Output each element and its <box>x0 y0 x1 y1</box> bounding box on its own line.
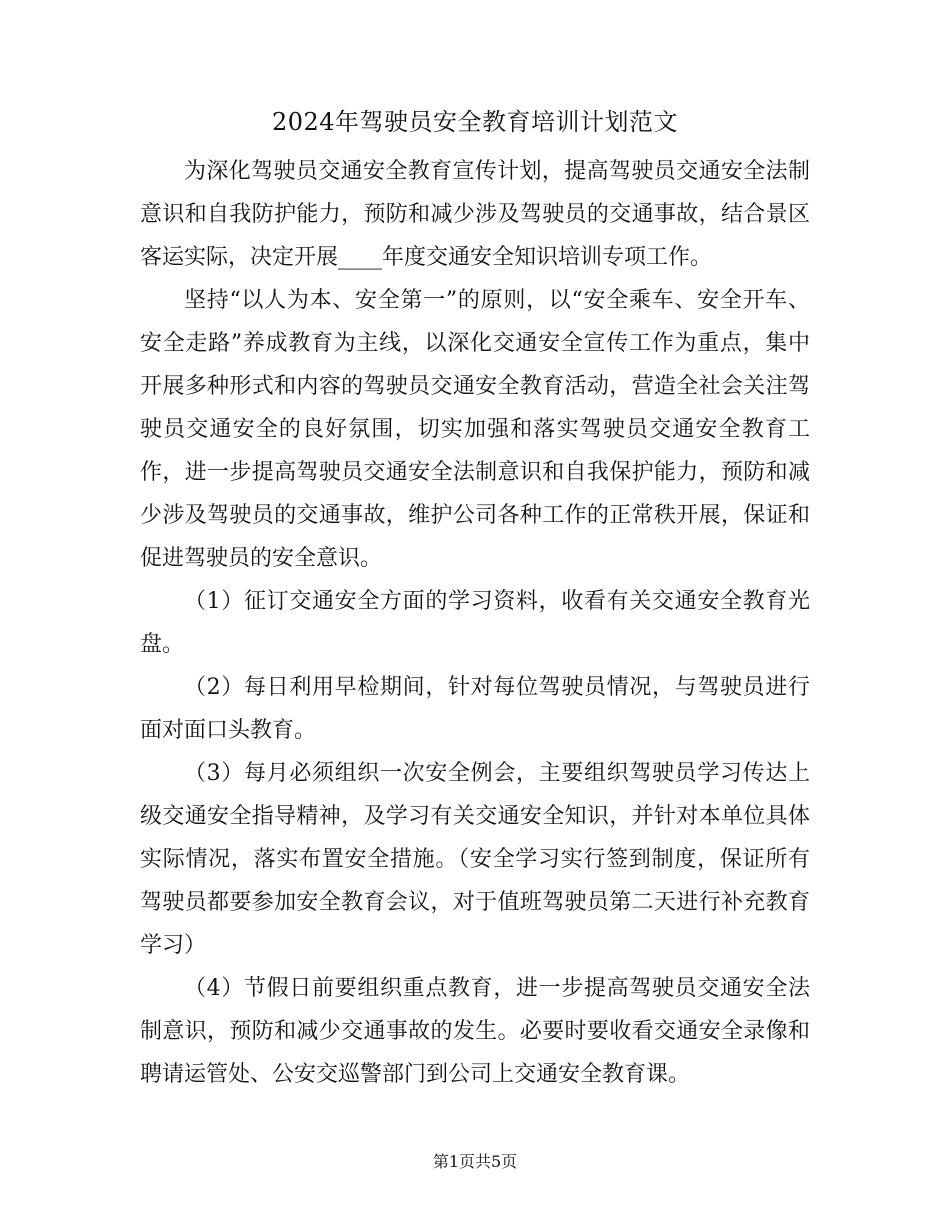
paragraph-principle: 坚持“以人为本、安全第一”的原则，以“安全乘车、安全开车、安全走路”养成教育为主线，以深化交通安全宣传工作为重点，集中开展多种形式和内容的驾驶员交通安全教育活动，营造全社会关注驾驶员交通安全的良好氛围，切实加强和落实驾驶员交通安全教育工作，进一步提高驾驶员交通安全法制意识和自我保护能力，预防和减少涉及驾驶员的交通事故，维护公司各种工作的正常秩开展，保证和促进驾驶员的安全意识。 <box>140 288 810 571</box>
paragraph-item-2: （2）每日利用早检期间，针对每位驾驶员情况，与驾驶员进行面对面口头教育。 <box>140 675 810 743</box>
paragraph-item-1: （1）征订交通安全方面的学习资料，收看有关交通安全教育光盘。 <box>140 589 810 657</box>
paragraph-intro: 为深化驾驶员交通安全教育宣传计划，提高驾驶员交通安全法制意识和自我防护能力，预防和减少涉及驾驶员的交通事故，结合景区客运实际，决定开展____年度交通安全知识培训专项工作。 <box>140 159 810 270</box>
page-number: 第1页共5页 <box>432 1152 518 1171</box>
document-body <box>140 150 810 1096</box>
paragraph-item-3: （3）每月必须组织一次安全例会，主要组织驾驶员学习传达上级交通安全指导精神，及学习有关交通安全知识，并针对本单位具体实际情况，落实布置安全措施。（安全学习实行签到制度，保证所有驾驶员都要参加安全教育会议，对于值班驾驶员第二天进行补充教育学习） <box>140 761 810 958</box>
document-title: 2024年驾驶员安全教育培训计划范文 <box>271 108 679 136</box>
paragraph-item-4: （4）节假日前要组织重点教育，进一步提高驾驶员交通安全法制意识，预防和减少交通事故的发生。必要时要收看交通安全录像和聘请运管处、公安交巡警部门到公司上交通安全教育课。 <box>140 976 810 1087</box>
